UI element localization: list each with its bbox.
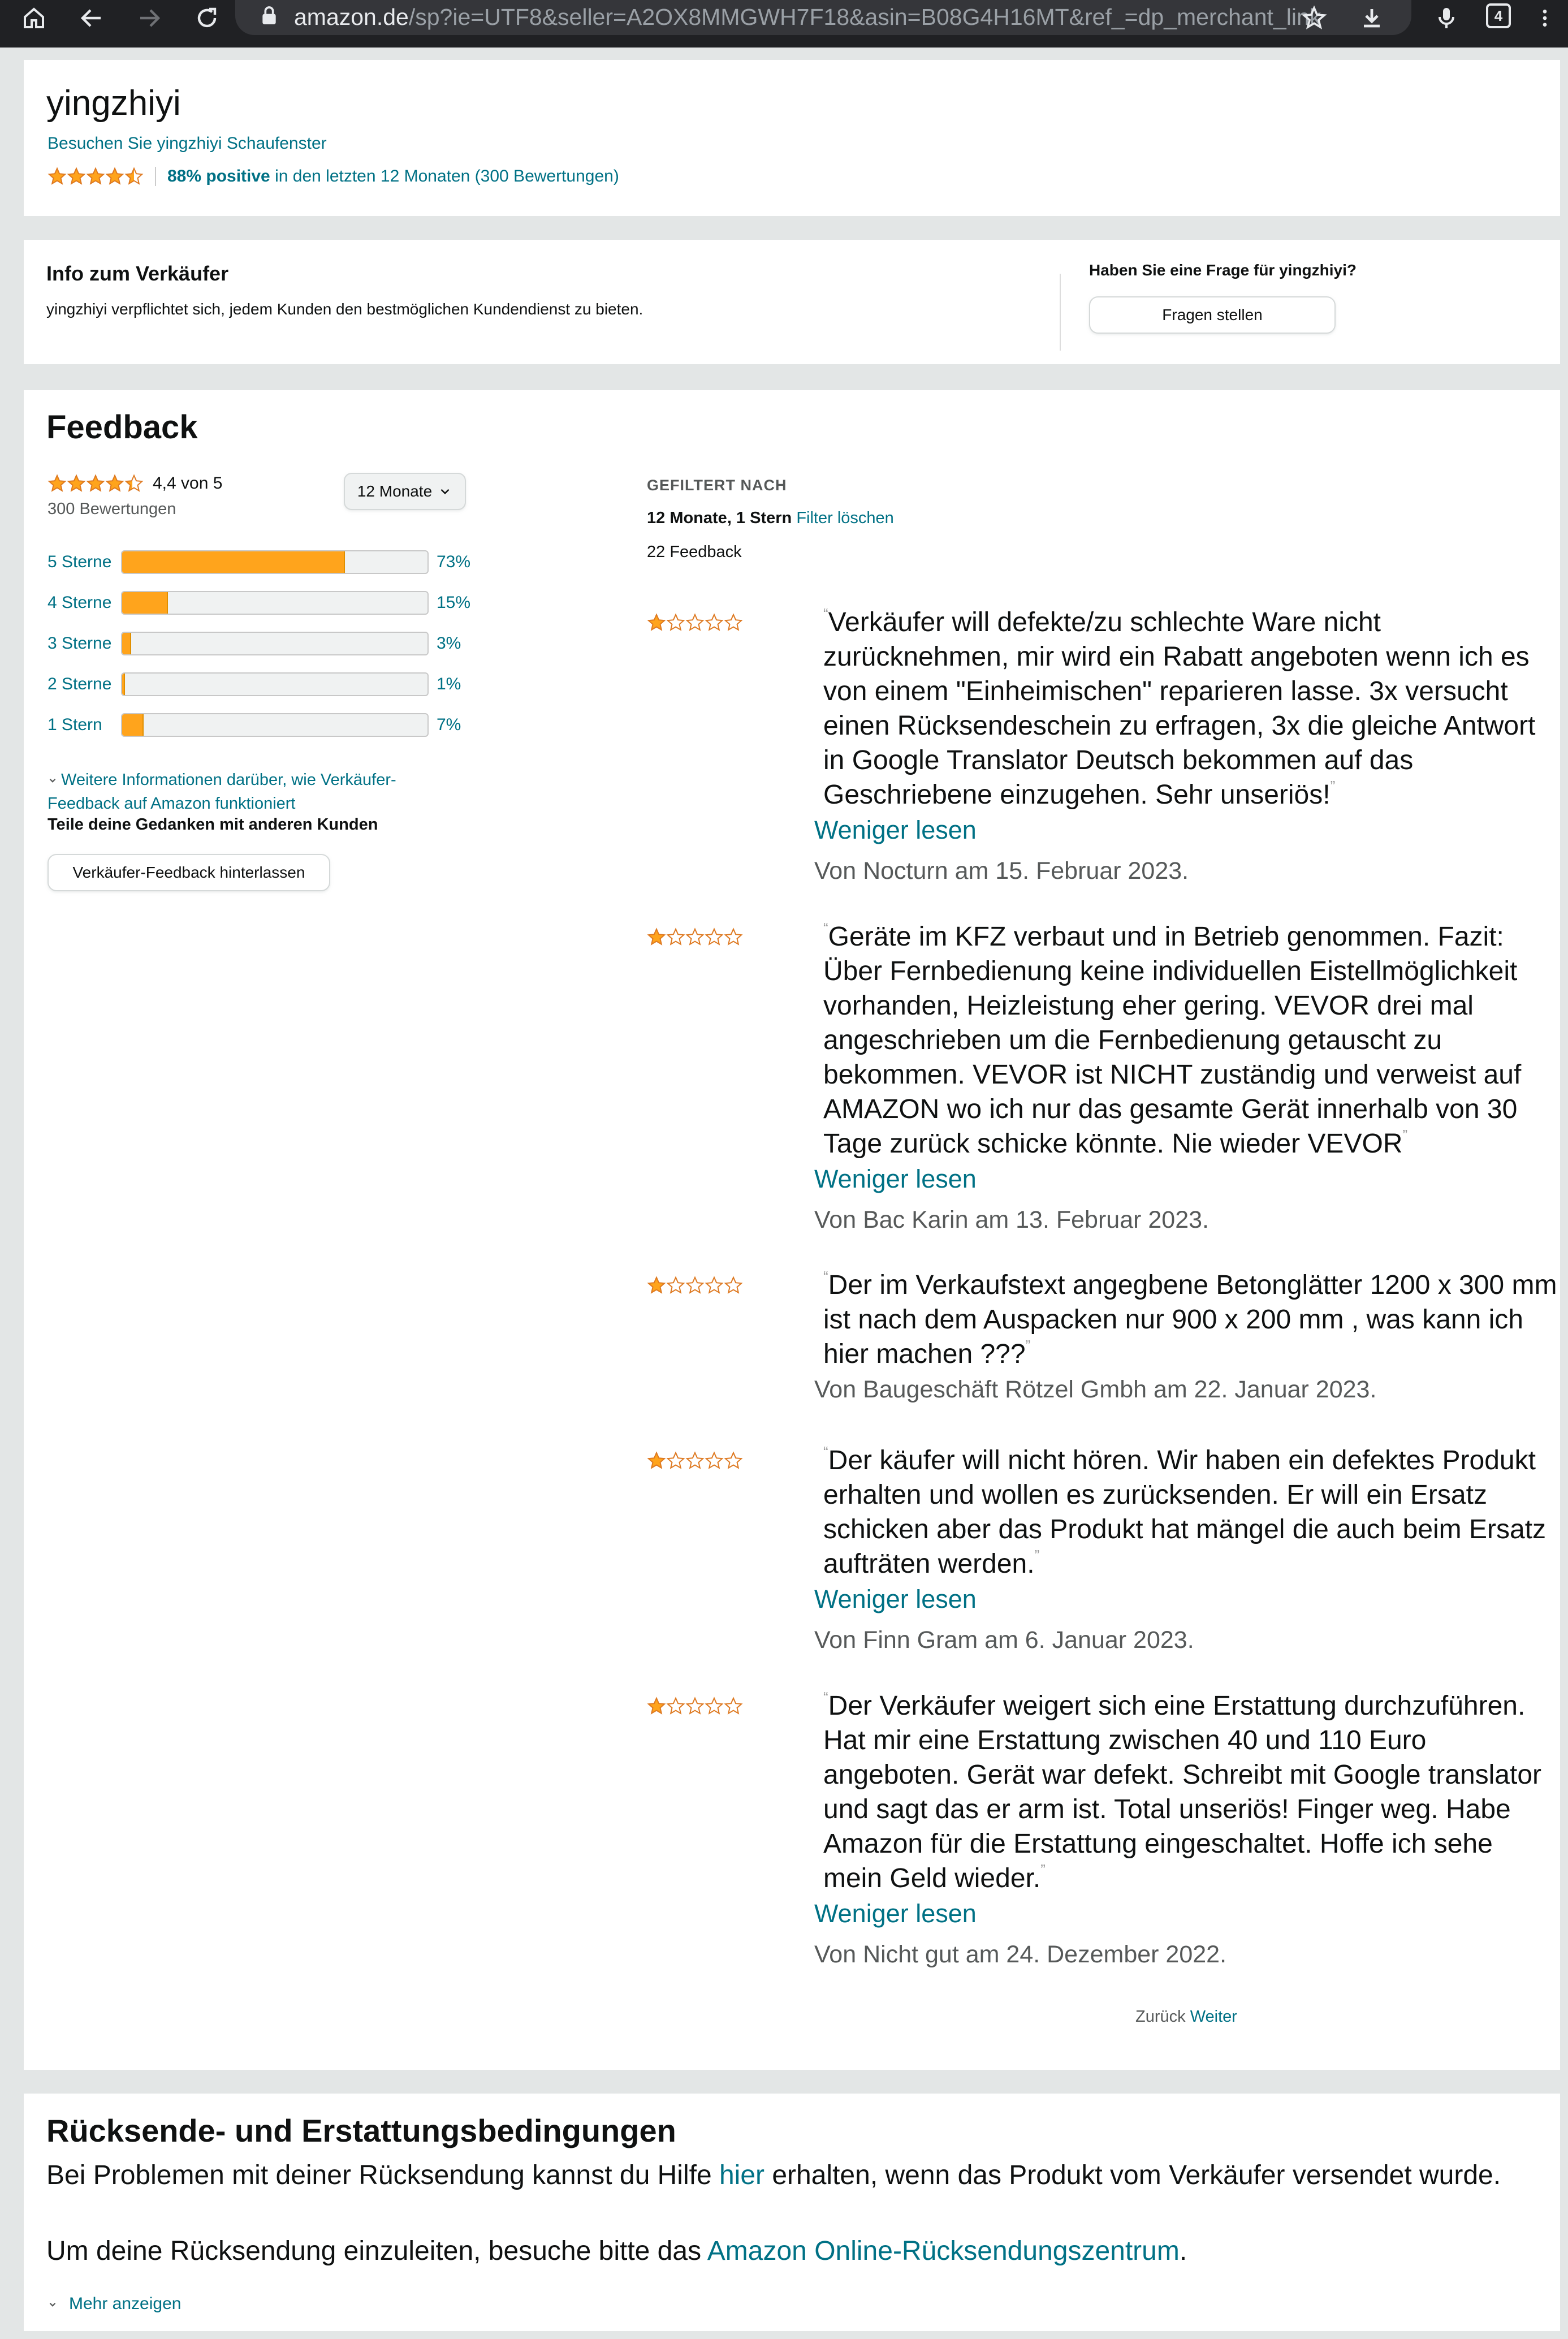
home-icon[interactable]: [16, 0, 52, 36]
review-item: [647, 1268, 1557, 1408]
leave-feedback-button[interactable]: Verkäufer-Feedback hinterlassen: [47, 854, 330, 891]
histogram-label[interactable]: 2 Sterne: [47, 675, 112, 693]
star-full-icon: [67, 167, 86, 186]
feedback-count: 22 Feedback: [647, 543, 742, 561]
returns-title: Rücksende- und Erstattungsbedingungen: [46, 2113, 676, 2148]
lock-icon[interactable]: [258, 5, 280, 27]
seller-rating-summary: [47, 165, 619, 188]
histogram-percent[interactable]: 1%: [437, 675, 461, 693]
star-full-icon: [47, 167, 67, 186]
seller-header-card: [24, 60, 1560, 216]
histogram-percent[interactable]: 3%: [437, 634, 461, 653]
star-empty-icon: [685, 1697, 705, 1716]
star-half-icon: [124, 474, 144, 493]
info-title: Info zum Verkäufer: [46, 262, 229, 285]
histogram-fill: [122, 714, 144, 736]
histogram-label[interactable]: 5 Sterne: [47, 553, 112, 571]
histogram-percent[interactable]: 7%: [437, 715, 461, 734]
reload-icon[interactable]: [189, 0, 225, 36]
star-full-icon: [647, 613, 666, 632]
read-less-link[interactable]: Weniger lesen: [814, 1899, 977, 1928]
chevron-down-icon: [47, 2299, 58, 2310]
histogram-bar[interactable]: [121, 672, 429, 696]
star-full-icon: [647, 927, 666, 947]
histogram-bar[interactable]: [121, 550, 429, 574]
positive-rating-link[interactable]: 88% positive in den letzten 12 Monaten (300 Bewertungen): [167, 167, 619, 185]
review-byline: Von Nicht gut am 24. Dezember 2022.: [814, 1941, 1227, 1968]
histogram-label[interactable]: 4 Sterne: [47, 593, 112, 612]
star-empty-icon: [666, 1276, 685, 1295]
microphone-icon[interactable]: [1428, 0, 1465, 36]
ask-question-button[interactable]: Fragen stellen: [1089, 296, 1336, 334]
histogram-fill: [122, 551, 345, 573]
tabs-icon[interactable]: 4: [1486, 3, 1511, 28]
star-full-icon: [647, 1451, 666, 1470]
bookmark-star-icon[interactable]: [1296, 0, 1332, 36]
star-full-icon: [47, 474, 67, 493]
chevron-down-icon: [438, 484, 452, 499]
review-item: [647, 1443, 1557, 1658]
feedback-card: [24, 390, 1560, 2070]
returns-help-text: Bei Problemen mit deiner Rücksendung kannst du Hilfe hier erhalten, wenn das Produkt vom Verkäufer versendet wurde.: [46, 2160, 1501, 2190]
period-dropdown[interactable]: 12 Monate: [344, 473, 466, 510]
histogram-label[interactable]: 3 Sterne: [47, 634, 112, 653]
star-empty-icon: [666, 1451, 685, 1470]
pagination: [1135, 2005, 1237, 2028]
histogram-fill: [122, 674, 125, 695]
forward-icon[interactable]: [131, 0, 167, 36]
clear-filter-link[interactable]: Filter löschen: [796, 509, 894, 527]
pager-next-link[interactable]: Weiter: [1190, 2008, 1237, 2026]
star-empty-icon: [666, 1697, 685, 1716]
histogram-fill: [122, 633, 131, 654]
star-empty-icon: [685, 1451, 705, 1470]
star-full-icon: [105, 474, 124, 493]
star-empty-icon: [705, 613, 724, 632]
more-vert-icon[interactable]: [1534, 0, 1556, 36]
star-empty-icon: [685, 1276, 705, 1295]
histogram-percent[interactable]: 15%: [437, 593, 471, 612]
review-text: “Verkäufer will defekte/zu schlechte Ware nicht zurücknehmen, mir wird ein Rabatt angeboten wenn ich es von einem "Einheimischen" reparieren lasse. 3x versucht einen Rücksendeschein zu erfragen, 3x die gleiche Antwort in Google Translator Deutsch bekommen auf das Geschriebene einzugehen. Sehr unseriös!”: [823, 605, 1536, 810]
star-full-icon: [86, 474, 105, 493]
returns-center-link[interactable]: Amazon Online-Rücksendungszentrum: [707, 2236, 1180, 2266]
overall-rating: [47, 474, 222, 493]
histogram-bar[interactable]: [121, 591, 429, 615]
read-less-link[interactable]: Weniger lesen: [814, 1585, 977, 1613]
star-empty-icon: [724, 1276, 743, 1295]
url-text[interactable]: amazon.de/sp?ie=UTF8&seller=A2OX8MMGWH7F18&asin=B08G4H16MT&ref_=dp_merchant_link: [294, 4, 1321, 30]
back-icon[interactable]: [74, 0, 110, 36]
review-byline: Von Bac Karin am 13. Februar 2023.: [814, 1206, 1209, 1233]
star-empty-icon: [724, 1451, 743, 1470]
storefront-link[interactable]: Besuchen Sie yingzhiyi Schaufenster: [47, 134, 327, 153]
feedback-title: Feedback: [46, 409, 198, 446]
seller-name: yingzhiyi: [46, 84, 181, 123]
star-empty-icon: [705, 1451, 724, 1470]
star-empty-icon: [666, 927, 685, 947]
question-title: Haben Sie eine Frage für yingzhiyi?: [1089, 261, 1357, 279]
browser-toolbar: [0, 0, 1568, 48]
review-item: [647, 920, 1557, 1238]
star-empty-icon: [705, 1276, 724, 1295]
share-title: Teile deine Gedanken mit anderen Kunden: [47, 815, 378, 834]
review-stars: [647, 1697, 743, 1719]
rating-divider: [155, 167, 156, 186]
more-info-link[interactable]: Weitere Informationen darüber, wie Verkäufer-Feedback auf Amazon funktioniert: [47, 771, 396, 813]
returns-card: [24, 2094, 1560, 2331]
review-text: “Der im Verkaufstext angegbene Betonglätter 1200 x 300 mm ist nach dem Auspacken nur 900 x 200 mm , was kann ich hier machen ???”: [823, 1268, 1557, 1369]
star-empty-icon: [705, 1697, 724, 1716]
star-full-icon: [647, 1276, 666, 1295]
star-full-icon: [86, 167, 105, 186]
filtered-by-label: GEFILTERT NACH: [647, 477, 787, 494]
filter-summary: 12 Monate, 1 Stern Filter löschen: [647, 509, 894, 527]
review-text: “Der käufer will nicht hören. Wir haben ein defektes Produkt erhalten und wollen es zurücksenden. Er will ein Ersatz schicken aber das Produkt hat mängel die auch beim Ersatz aufträten werden.”: [823, 1443, 1547, 1579]
seller-rating-stars: [47, 167, 144, 186]
star-full-icon: [67, 474, 86, 493]
star-empty-icon: [666, 613, 685, 632]
seller-info-card: [24, 240, 1560, 364]
read-less-link[interactable]: Weniger lesen: [814, 1164, 977, 1193]
star-empty-icon: [685, 927, 705, 947]
download-icon[interactable]: [1354, 0, 1390, 36]
returns-center-text: Um deine Rücksendung einzuleiten, besuche bitte das Amazon Online-Rücksendungszentrum.: [46, 2236, 1187, 2266]
review-stars: [647, 927, 743, 950]
total-ratings: 300 Bewertungen: [47, 500, 176, 518]
histogram-bar[interactable]: [121, 632, 429, 655]
review-item: [647, 1689, 1557, 1973]
pager-back[interactable]: Zurück: [1135, 2008, 1186, 2026]
review-stars: [647, 1276, 743, 1298]
star-empty-icon: [724, 1697, 743, 1716]
overall-rating-stars: [47, 474, 144, 493]
star-half-icon: [124, 167, 144, 186]
review-byline: Von Nocturn am 15. Februar 2023.: [814, 857, 1189, 884]
star-empty-icon: [724, 613, 743, 632]
histogram-fill: [122, 592, 168, 614]
read-less-link[interactable]: Weniger lesen: [814, 815, 977, 844]
overall-rating-text: 4,4 von 5: [153, 474, 223, 493]
review-item: [647, 605, 1557, 889]
review-byline: Von Finn Gram am 6. Januar 2023.: [814, 1626, 1194, 1654]
show-more-link[interactable]: Mehr anzeigen: [47, 2293, 181, 2315]
star-full-icon: [105, 167, 124, 186]
star-full-icon: [647, 1697, 666, 1716]
review-text: “Der Verkäufer weigert sich eine Erstattung durchzuführen. Hat mir eine Erstattung zwischen 40 und 110 Euro angeboten. Gerät war defekt. Schreibt mit Google translator und sagt das er arm ist. Total unseriös! Finger weg. Habe Amazon für die Erstattung eingeschaltet. Hoffe ich sehe mein Geld wieder.”: [823, 1689, 1542, 1893]
star-empty-icon: [685, 613, 705, 632]
histogram-row[interactable]: [47, 713, 461, 737]
review-stars: [647, 613, 743, 635]
review-text: “Geräte im KFZ verbaut und in Betrieb genommen. Fazit: Über Fernbedienung keine individuellen Eistellmöglichkeit vorhanden, Heizleistung eher gering. VEVOR drei mal angeschrieben um die Fernbedienung getauscht zu bekommen. VEVOR ist NICHT zuständig und verweist auf AMAZON wo ich nur das gesamte Gerät innerhalb von 30 Tage zurück schicke könnte. Nie wieder VEVOR”: [823, 920, 1522, 1159]
histogram-bar[interactable]: [121, 713, 429, 737]
histogram-row[interactable]: [47, 590, 470, 615]
histogram-percent[interactable]: 73%: [437, 553, 471, 571]
chevron-down-icon: [47, 775, 58, 786]
star-empty-icon: [724, 927, 743, 947]
histogram-row[interactable]: [47, 672, 461, 697]
address-bar[interactable]: [235, 0, 1411, 35]
info-text: yingzhiyi verpflichtet sich, jedem Kunden den bestmöglichen Kundendienst zu bieten.: [46, 300, 643, 318]
histogram-row[interactable]: [47, 631, 461, 656]
returns-help-link[interactable]: hier: [719, 2160, 765, 2190]
review-stars: [647, 1451, 743, 1473]
histogram-row[interactable]: [47, 550, 470, 575]
review-byline: Von Baugeschäft Rötzel Gmbh am 22. Januar 2023.: [814, 1376, 1377, 1403]
star-empty-icon: [705, 927, 724, 947]
info-divider: [1060, 274, 1061, 351]
histogram-label[interactable]: 1 Stern: [47, 715, 102, 734]
